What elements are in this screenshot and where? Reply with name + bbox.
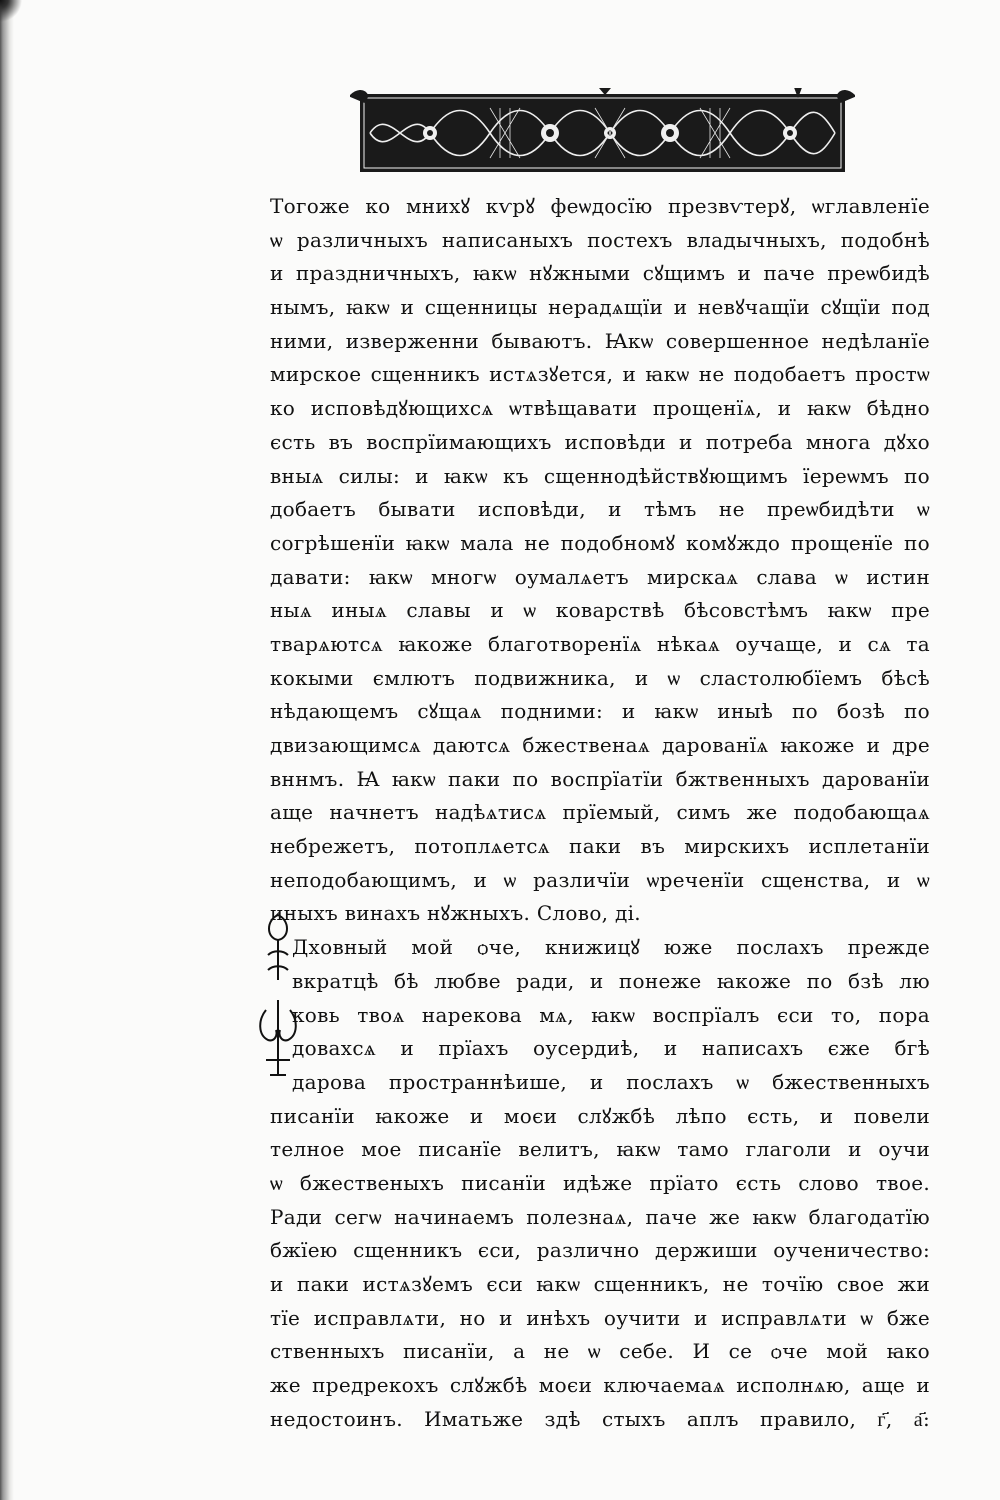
corner-ink-mark — [0, 0, 28, 24]
text-line: писанїи ꙗкоже и моєи слꙋжбѣ лѣпо єсть, и повели — [270, 1103, 930, 1128]
text-line: ко исповѣдꙋющихсѧ ѡтвѣщавати прощенїѧ, и ꙗкѡ бѣдно — [270, 396, 930, 421]
text-line: ственныхъ писанїи, а не ѡ себе. И се ѻче мой ꙗко — [270, 1339, 930, 1364]
text-line: аще начнетъ надѣѧтисѧ прїемый, симъ же подобающаѧ — [270, 800, 930, 825]
text-line: тїе исправлѧти, но и инѣхъ оучити и исправлѧти ѡ бже — [270, 1305, 930, 1330]
text-line: телное мое писанїе велитъ, ꙗкѡ тамо глаголи и оучи — [270, 1137, 930, 1162]
text-line: Тогоже ко мнихꙋ кѵрꙋ феѡдосїю презвѵтерꙋ, ѡглавленїе — [270, 194, 930, 218]
text-line-section-end: иныхъ винахъ нꙋжныхъ. Слово, ді. — [270, 901, 641, 926]
text-line: ѡ бжественыхъ писанїи идѣже прїато єсть слово твое. — [270, 1170, 930, 1195]
text-line: же предрекохъ слꙋжбѣ моєи ключаемаѧ исполнѧю, аще и — [270, 1373, 930, 1398]
text-line: нѣдающемъ сꙋщаѧ подними: и ꙗкѡ иныѣ по бозѣ по — [270, 699, 930, 724]
text-line: нымъ, ꙗкѡ и сщенницы нерадѧщїи и невꙋчащїи сꙋщїи под — [270, 295, 930, 320]
text-line: бжїею сщенникъ єси, различно держиши оученичество: — [270, 1238, 930, 1263]
text-line: давати: ꙗкѡ многѡ оумалѧетъ мирскаѧ слава ѡ истин — [270, 564, 930, 589]
text-line: вныѧ силы: и ꙗкѡ къ сщеннодѣйствꙋющимъ їереѡмъ по — [270, 463, 930, 488]
text-line: и паки истѧзꙋемъ єси ꙗкѡ сщенникъ, не точїю свое жи — [270, 1272, 930, 1296]
text-line: согрѣшенїи ꙗкѡ мала не подобномꙋ комꙋждо прощенїе по — [270, 530, 930, 555]
text-line: двизающимсѧ даютсѧ бжественаѧ дарованїѧ ꙗкоже и дре — [270, 733, 930, 757]
text-line: Ради сегѡ начинаемъ полезнаѧ, паче же ꙗкѡ благодатїю — [270, 1204, 930, 1229]
page-binding-shadow — [0, 0, 14, 1500]
text-line: ныѧ иныѧ славы и ѡ коварствѣ бѣсовстѣмъ ꙗкѡ пре — [270, 598, 930, 623]
text-line: и праздничныхъ, ꙗкѡ нꙋжными сꙋщимъ и паче преѡбидѣ — [270, 261, 930, 286]
text-line: ними, изверженни бываютъ. Ꙗкѡ совершенное недѣланїе — [270, 328, 930, 353]
text-line: ковь твоѧ нарекова мѧ, ꙗкѡ воспрїалъ єси то, пора — [292, 1002, 930, 1027]
text-line: дарова пространнѣише, и послахъ ѡ бжественныхъ — [292, 1069, 930, 1094]
text-line: довахсѧ и прїахъ оусердиѣ, и написахъ єже бгѣ — [292, 1036, 930, 1061]
text-line: Дховный мой ѻче, книжицꙋ юже послахъ прежде — [292, 935, 930, 960]
text-line: єсть въ воспрїимающихъ исповѣди и потреба многа дꙋхо — [270, 429, 930, 454]
text-line: мирское сщенникъ истѧзꙋется, и ꙗкѡ не подобаетъ простѡ — [270, 362, 930, 387]
text-line: ѡ различныхъ написаныхъ постехъ владычныхъ, подобнѣ — [270, 227, 930, 252]
text-line: неподобающимъ, и ѡ различїи ѡреченїи сщенства, и ѡ — [270, 867, 930, 892]
text-line: небрежетъ, потоплѧетсѧ паки въ мирскихъ исплетанїи — [270, 834, 930, 859]
text-line: вннмъ. Ꙗ ꙗкѡ паки по воспрїатїи бжтвенныхъ дарованїи — [270, 766, 930, 791]
text-line: тварѧютсѧ ꙗкоже благотворенїѧ нѣкаѧ оучаще, и сѧ та — [270, 631, 930, 656]
text-line: недостоинъ. Иматьже здѣ стыхъ аплъ правило, г҃, а҃: — [270, 1406, 930, 1431]
text-line: вкратцѣ бѣ любве ради, и понеже ꙗкоже по бзѣ лю — [292, 968, 930, 993]
main-text — [270, 190, 930, 1431]
ornamental-headpiece — [350, 88, 855, 178]
text-line: кокыми ємлютъ подвижника, и ѡ сластолюбїемъ бѣсѣ — [270, 665, 930, 690]
text-line: добаетъ бывати исповѣди, и тѣмъ не преѡбидѣти ѡ — [270, 497, 930, 522]
